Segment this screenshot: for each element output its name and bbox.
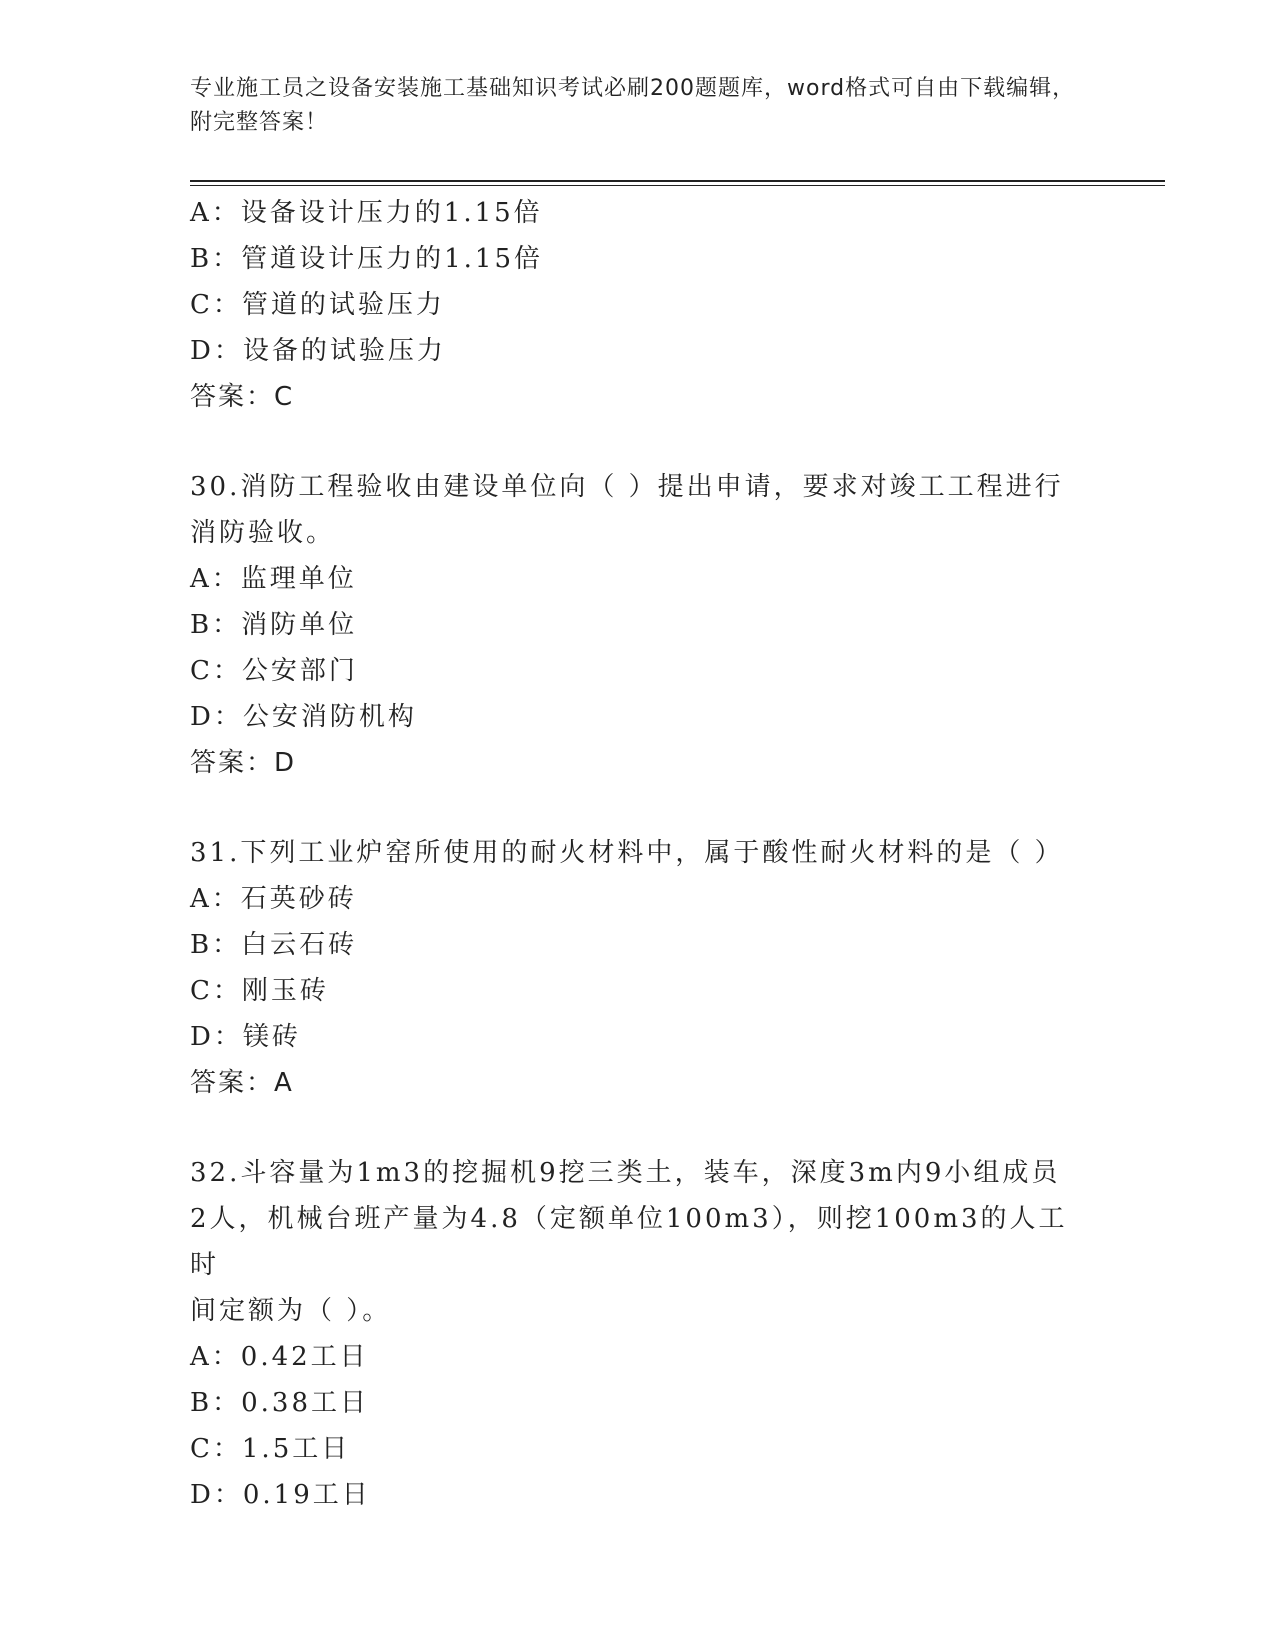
header-divider-thin	[190, 185, 1165, 186]
question-32-block	[190, 1150, 1090, 1518]
answer-line: 答案：C	[190, 382, 295, 412]
answer-line: 答案：A	[190, 1068, 294, 1098]
spacer	[190, 420, 1090, 464]
spacer	[190, 1106, 1090, 1150]
option-c: C：公安部门	[190, 656, 358, 686]
option-c: C：1.5工日	[190, 1434, 351, 1464]
option-d: D：0.19工日	[190, 1480, 371, 1510]
page-header: 专业施工员之设备安装施工基础知识考试必刷200题题库，word格式可自由下载编辑，附完整答案！	[190, 76, 1076, 135]
question-stem: 消防验收。	[190, 518, 336, 548]
question-stem: 32.斗容量为1m3的挖掘机9挖三类土，装车，深度3m内9小组成员	[190, 1158, 1061, 1188]
option-b: B：管道设计压力的1.15倍	[190, 244, 543, 274]
option-d: D：公安消防机构	[190, 702, 417, 732]
question-stem: 30.消防工程验收由建设单位向（ ）提出申请，要求对竣工工程进行	[190, 472, 1064, 502]
option-a: A：0.42工日	[190, 1342, 369, 1372]
option-c: C：管道的试验压力	[190, 290, 445, 320]
option-a: A：设备设计压力的1.15倍	[190, 198, 543, 228]
question-stem: 间定额为（ ）。	[190, 1296, 392, 1326]
document-body	[190, 190, 1090, 1518]
option-b: B：0.38工日	[190, 1388, 369, 1418]
option-d: D：设备的试验压力	[190, 336, 446, 366]
question-31-block	[190, 830, 1090, 1106]
option-b: B：消防单位	[190, 610, 358, 640]
question-stem: 31.下列工业炉窑所使用的耐火材料中，属于酸性耐火材料的是（ ）	[190, 838, 1064, 868]
option-c: C：刚玉砖	[190, 976, 329, 1006]
question-29-block	[190, 190, 1090, 420]
option-a: A：石英砂砖	[190, 884, 357, 914]
option-b: B：白云石砖	[190, 930, 358, 960]
option-a: A：监理单位	[190, 564, 357, 594]
question-stem: 2人，机械台班产量为4.8（定额单位100m3），则挖100m3的人工时	[190, 1204, 1068, 1280]
question-30-block	[190, 464, 1090, 786]
spacer	[190, 786, 1090, 830]
header-divider	[190, 180, 1165, 182]
option-d: D：镁砖	[190, 1022, 301, 1052]
answer-line: 答案：D	[190, 748, 297, 778]
